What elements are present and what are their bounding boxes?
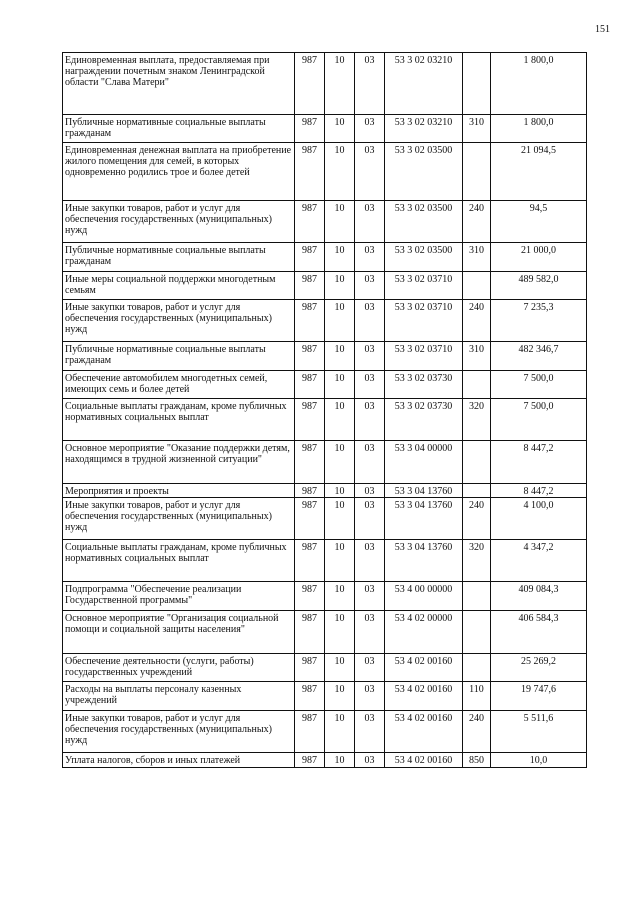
ministry-code: 987 [295,371,325,399]
section-code: 10 [325,115,355,143]
ministry-code: 987 [295,711,325,753]
amount: 21 094,5 [491,143,587,201]
subsection-code: 03 [355,143,385,201]
row-name: Социальные выплаты гражданам, кроме публичных нормативных социальных выплат [63,399,295,441]
table-row [63,300,587,342]
target-article: 53 3 02 03500 [385,201,463,243]
ministry-code: 987 [295,498,325,540]
ministry-code: 987 [295,201,325,243]
expense-type: 240 [463,201,491,243]
row-name: Иные закупки товаров, работ и услуг для обеспечения государственных (муниципальных) нужд [63,300,295,342]
section-code: 10 [325,342,355,371]
table-row [63,371,587,399]
target-article: 53 3 02 03500 [385,143,463,201]
subsection-code: 03 [355,53,385,115]
amount: 1 800,0 [491,115,587,143]
ministry-code: 987 [295,143,325,201]
expense-type: 240 [463,300,491,342]
section-code: 10 [325,484,355,498]
table-row [63,540,587,582]
ministry-code: 987 [295,582,325,611]
target-article: 53 3 02 03710 [385,272,463,300]
expense-type: 240 [463,498,491,540]
section-code: 10 [325,540,355,582]
target-article: 53 3 02 03730 [385,371,463,399]
subsection-code: 03 [355,753,385,768]
target-article: 53 4 02 00000 [385,611,463,654]
ministry-code: 987 [295,243,325,272]
ministry-code: 987 [295,484,325,498]
expense-type [463,143,491,201]
amount: 7 500,0 [491,399,587,441]
subsection-code: 03 [355,711,385,753]
section-code: 10 [325,498,355,540]
table-row [63,53,587,115]
table-row [63,753,587,768]
target-article: 53 3 02 03730 [385,399,463,441]
subsection-code: 03 [355,582,385,611]
table-row [63,399,587,441]
row-name: Мероприятия и проекты [63,484,295,498]
row-name: Уплата налогов, сборов и иных платежей [63,753,295,768]
table-row [63,115,587,143]
target-article: 53 4 02 00160 [385,682,463,711]
ministry-code: 987 [295,300,325,342]
row-name: Социальные выплаты гражданам, кроме публичных нормативных социальных выплат [63,540,295,582]
section-code: 10 [325,654,355,682]
section-code: 10 [325,611,355,654]
row-name: Обеспечение деятельности (услуги, работы) государственных учреждений [63,654,295,682]
ministry-code: 987 [295,399,325,441]
subsection-code: 03 [355,115,385,143]
row-name: Основное мероприятие "Организация социальной помощи и социальной защиты населения" [63,611,295,654]
expense-type [463,654,491,682]
section-code: 10 [325,753,355,768]
subsection-code: 03 [355,243,385,272]
section-code: 10 [325,201,355,243]
target-article: 53 3 02 03210 [385,53,463,115]
expense-type [463,272,491,300]
amount: 5 511,6 [491,711,587,753]
expense-type: 310 [463,243,491,272]
table-row [63,243,587,272]
amount: 19 747,6 [491,682,587,711]
table-row [63,654,587,682]
amount: 7 500,0 [491,371,587,399]
row-name: Единовременная выплата, предоставляемая при награждении почетным знаком Ленинградской области "Слава Матери" [63,53,295,115]
section-code: 10 [325,441,355,484]
target-article: 53 3 04 13760 [385,498,463,540]
subsection-code: 03 [355,441,385,484]
amount: 4 347,2 [491,540,587,582]
expense-type [463,371,491,399]
target-article: 53 4 00 00000 [385,582,463,611]
expense-type [463,582,491,611]
table-row [63,498,587,540]
expense-type: 310 [463,342,491,371]
row-name: Единовременная денежная выплата на приобретение жилого помещения для семей, в которых одновременно родились трое и более детей [63,143,295,201]
ministry-code: 987 [295,441,325,484]
subsection-code: 03 [355,272,385,300]
target-article: 53 4 02 00160 [385,711,463,753]
row-name: Публичные нормативные социальные выплаты гражданам [63,243,295,272]
expense-type: 320 [463,540,491,582]
expense-type: 310 [463,115,491,143]
row-name: Обеспечение автомобилем многодетных семей, имеющих семь и более детей [63,371,295,399]
subsection-code: 03 [355,342,385,371]
expense-type [463,611,491,654]
section-code: 10 [325,243,355,272]
subsection-code: 03 [355,682,385,711]
section-code: 10 [325,53,355,115]
section-code: 10 [325,371,355,399]
ministry-code: 987 [295,682,325,711]
target-article: 53 3 02 03710 [385,342,463,371]
amount: 489 582,0 [491,272,587,300]
row-name: Иные закупки товаров, работ и услуг для обеспечения государственных (муниципальных) нужд [63,498,295,540]
ministry-code: 987 [295,342,325,371]
subsection-code: 03 [355,654,385,682]
subsection-code: 03 [355,484,385,498]
table-row [63,201,587,243]
table-row [63,272,587,300]
target-article: 53 3 02 03710 [385,300,463,342]
target-article: 53 4 02 00160 [385,654,463,682]
amount: 8 447,2 [491,441,587,484]
target-article: 53 3 04 13760 [385,540,463,582]
ministry-code: 987 [295,540,325,582]
table-row [63,143,587,201]
subsection-code: 03 [355,371,385,399]
budget-table [62,52,587,768]
row-name: Расходы на выплаты персоналу казенных учреждений [63,682,295,711]
subsection-code: 03 [355,300,385,342]
table-row [63,484,587,498]
target-article: 53 4 02 00160 [385,753,463,768]
subsection-code: 03 [355,399,385,441]
row-name: Публичные нормативные социальные выплаты гражданам [63,342,295,371]
row-name: Основное мероприятие "Оказание поддержки детям, находящимся в трудной жизненной ситуации" [63,441,295,484]
row-name: Иные закупки товаров, работ и услуг для обеспечения государственных (муниципальных) нужд [63,711,295,753]
expense-type [463,441,491,484]
row-name: Иные меры социальной поддержки многодетным семьям [63,272,295,300]
expense-type [463,53,491,115]
table-row [63,682,587,711]
amount: 482 346,7 [491,342,587,371]
target-article: 53 3 04 13760 [385,484,463,498]
table-row [63,711,587,753]
table-row [63,582,587,611]
ministry-code: 987 [295,115,325,143]
ministry-code: 987 [295,654,325,682]
row-name: Иные закупки товаров, работ и услуг для обеспечения государственных (муниципальных) нужд [63,201,295,243]
amount: 4 100,0 [491,498,587,540]
subsection-code: 03 [355,540,385,582]
table-row [63,342,587,371]
amount: 8 447,2 [491,484,587,498]
amount: 409 084,3 [491,582,587,611]
ministry-code: 987 [295,272,325,300]
amount: 406 584,3 [491,611,587,654]
ministry-code: 987 [295,53,325,115]
table-row [63,611,587,654]
target-article: 53 3 04 00000 [385,441,463,484]
section-code: 10 [325,143,355,201]
expense-type: 320 [463,399,491,441]
amount: 10,0 [491,753,587,768]
section-code: 10 [325,399,355,441]
amount: 21 000,0 [491,243,587,272]
target-article: 53 3 02 03210 [385,115,463,143]
amount: 7 235,3 [491,300,587,342]
page-number: 151 [595,24,610,35]
expense-type: 110 [463,682,491,711]
table-row [63,441,587,484]
section-code: 10 [325,300,355,342]
ministry-code: 987 [295,753,325,768]
amount: 25 269,2 [491,654,587,682]
target-article: 53 3 02 03500 [385,243,463,272]
expense-type: 240 [463,711,491,753]
expense-type: 850 [463,753,491,768]
section-code: 10 [325,711,355,753]
section-code: 10 [325,682,355,711]
subsection-code: 03 [355,201,385,243]
subsection-code: 03 [355,611,385,654]
row-name: Публичные нормативные социальные выплаты гражданам [63,115,295,143]
amount: 94,5 [491,201,587,243]
section-code: 10 [325,272,355,300]
section-code: 10 [325,582,355,611]
row-name: Подпрограмма "Обеспечение реализации Государственной программы" [63,582,295,611]
expense-type [463,484,491,498]
subsection-code: 03 [355,498,385,540]
amount: 1 800,0 [491,53,587,115]
ministry-code: 987 [295,611,325,654]
